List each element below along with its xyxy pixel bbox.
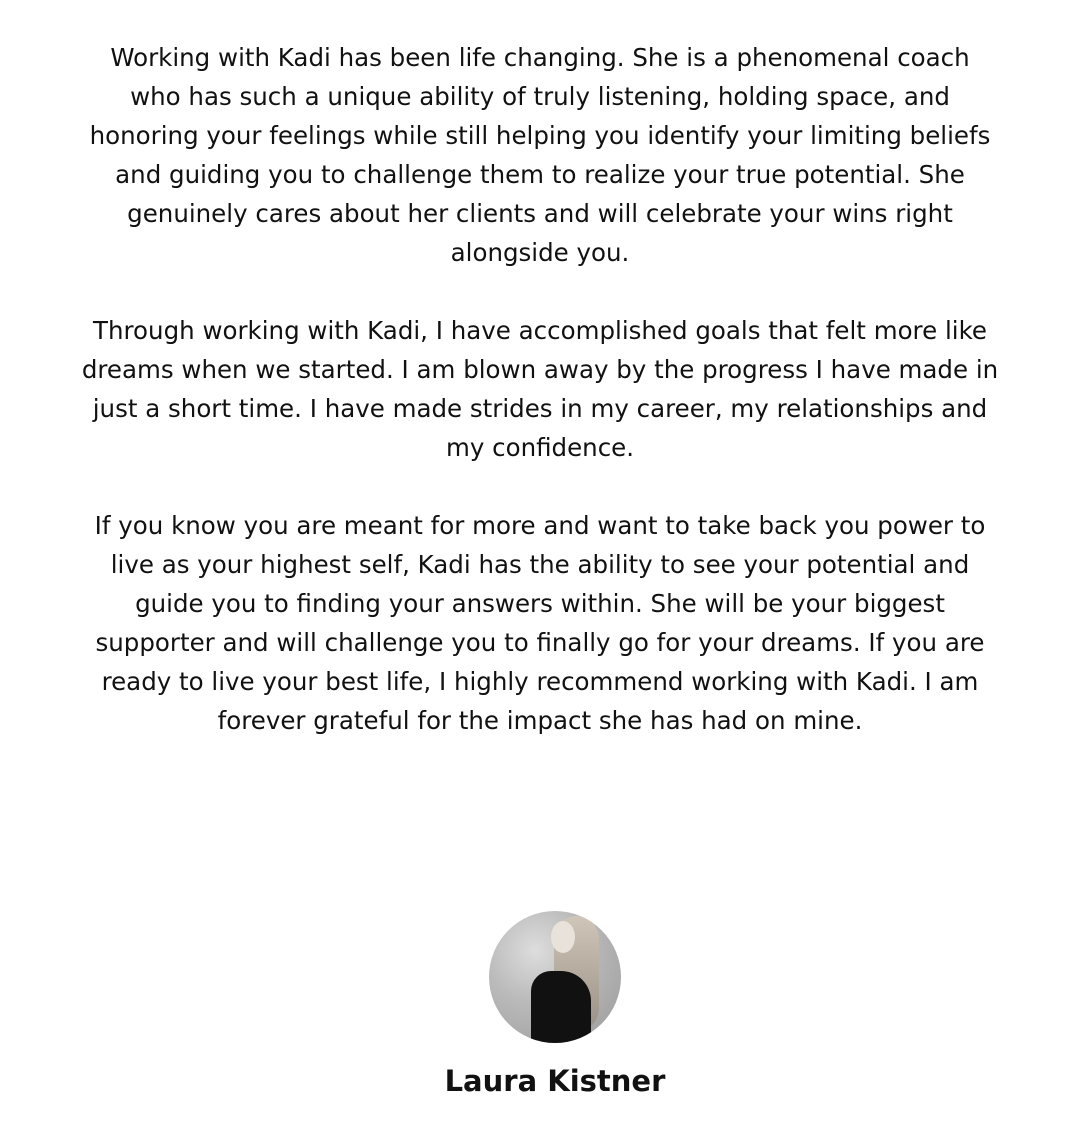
- text-line: Working with Kadi has been life changing. She is a phenomenal coach: [110, 43, 970, 72]
- avatar-body: [531, 971, 591, 1043]
- testimonial-quote: [0, 38, 1080, 779]
- text-line: Through working with Kadi, I have accomplished goals that felt more like: [93, 316, 987, 345]
- text-line: ready to live your best life, I highly recommend working with Kadi. I am: [101, 667, 979, 696]
- text-line: honoring your feelings while still helping you identify your limiting beliefs: [89, 121, 991, 150]
- text-line: supporter and will challenge you to finally go for your dreams. If you are: [95, 628, 985, 657]
- text-line: forever grateful for the impact she has had on mine.: [217, 706, 863, 735]
- testimonial-paragraph: [0, 38, 1080, 272]
- testimonial-paragraph: [0, 506, 1080, 740]
- text-line: just a short time. I have made strides in my career, my relationships and: [92, 394, 988, 423]
- text-line: If you know you are meant for more and want to take back you power to: [94, 511, 986, 540]
- text-line: dreams when we started. I am blown away by the progress I have made in: [81, 355, 999, 384]
- text-line: guide you to finding your answers within. She will be your biggest: [135, 589, 945, 618]
- text-line: live as your highest self, Kadi has the ability to see your potential and: [110, 550, 970, 579]
- author-avatar: [489, 911, 621, 1043]
- author-name: Laura Kistner: [444, 1064, 666, 1098]
- text-line: and guiding you to challenge them to realize your true potential. She: [115, 160, 965, 189]
- text-line: alongside you.: [450, 238, 630, 267]
- testimonial-paragraph: [0, 311, 1080, 467]
- text-line: genuinely cares about her clients and will celebrate your wins right: [127, 199, 953, 228]
- avatar-face: [551, 921, 575, 953]
- text-line: who has such a unique ability of truly listening, holding space, and: [130, 82, 950, 111]
- text-line: my confidence.: [445, 433, 635, 462]
